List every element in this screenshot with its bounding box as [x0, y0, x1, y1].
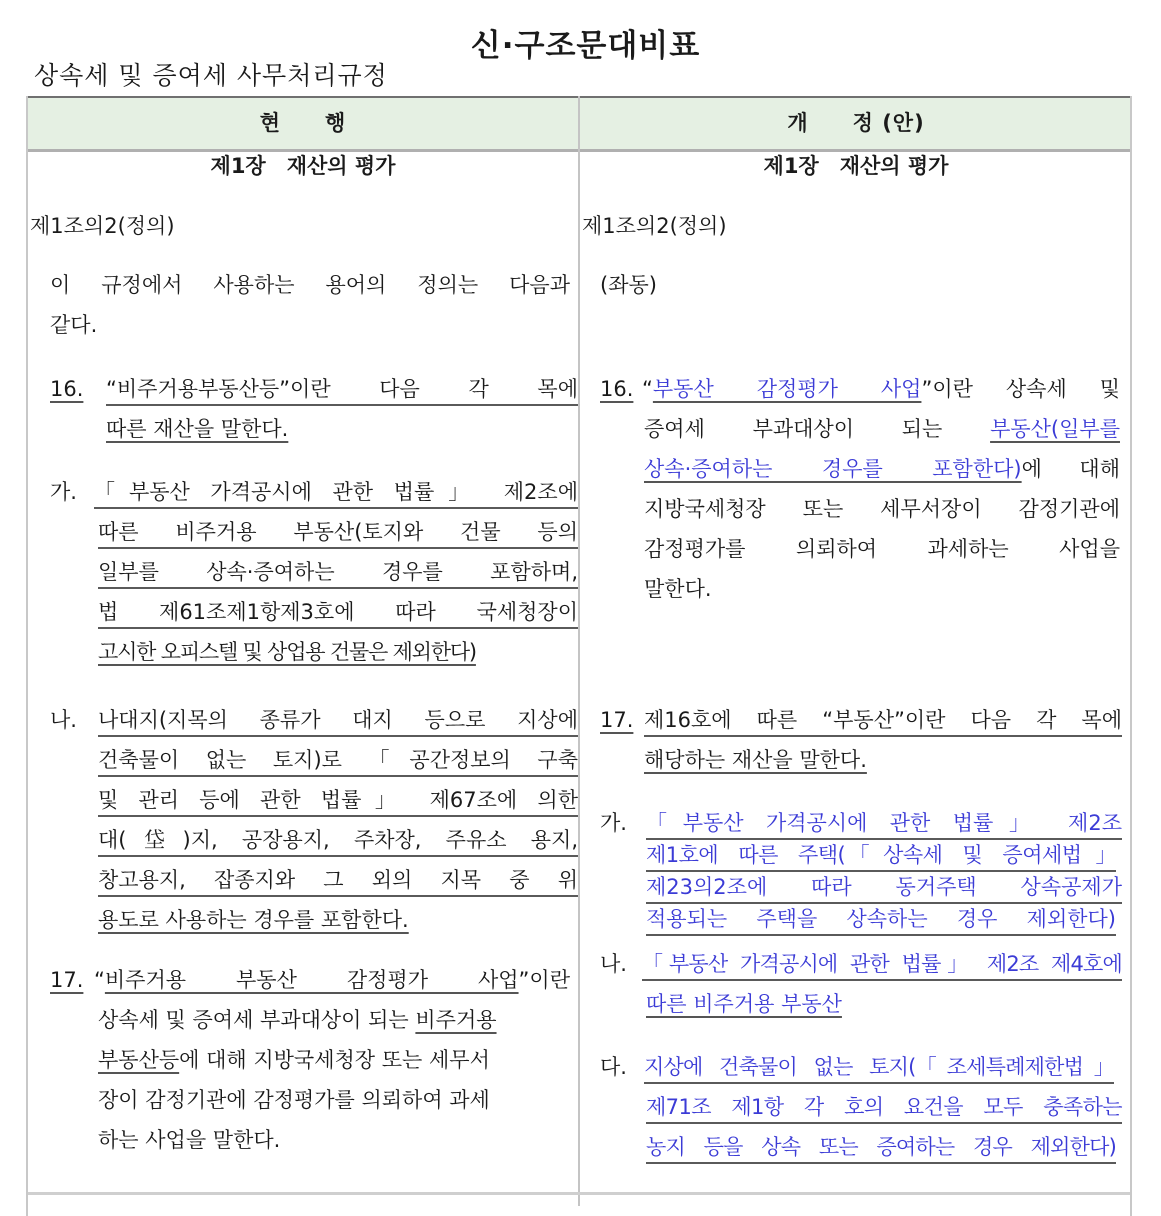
article-heading-current: 제1조의2(정의) [30, 214, 175, 238]
subitem-number: 나. [50, 708, 77, 732]
chapter-heading-current: 제1장 재산의 평가 [210, 154, 396, 178]
item-line: 하는 사업을 말한다. [98, 1128, 281, 1152]
subitem-line: 지상에 건축물이 없는 토지(「조세특례제한법」 [644, 1052, 1114, 1084]
header-current: 현 행 [259, 111, 347, 135]
subitem-line: 적용되는 주택을 상속하는 경우 제외한다) [646, 904, 1116, 936]
subitem-line: 일부를 상속·증여하는 경우를 포함하며, [98, 557, 578, 589]
item-number: 17. [50, 968, 84, 992]
item-line: 증여세 부과대상이 되는 부동산(일부를 [644, 417, 1120, 441]
subitem-number: 나. [600, 952, 627, 976]
subitem-line: 제23의2조에 따라 동거주택 상속공제가 [646, 872, 1122, 904]
column-divider [578, 96, 580, 1206]
document-title: 신·구조문대비표 [470, 28, 701, 64]
subitem-line: 및 관리 등에 관한 법률」 제67조에 의한 [98, 785, 578, 817]
subitem-line: 제1호에 따른 주택(「상속세 및 증여세법」 [646, 840, 1116, 872]
subitem-line: 고시한 오피스텔 및 상업용 건물은 제외한다) [98, 640, 476, 664]
item-line: “부동산 감정평가 사업”이란 상속세 및 [642, 377, 1120, 401]
item-line: 부동산등에 대해 지방국세청장 또는 세무서 [98, 1048, 490, 1072]
item-line: “비주거용 부동산 감정평가 사업”이란 [94, 968, 570, 992]
subitem-line: 법 제61조제1항제3호에 따라 국세청장이 [98, 597, 578, 629]
item-number: 16. [50, 377, 84, 401]
same-as-left-note: (좌동) [600, 273, 657, 297]
chapter-heading-proposed: 제1장 재산의 평가 [763, 154, 949, 178]
subitem-line: 건축물이 없는 토지)로 「공간정보의 구축 [98, 745, 578, 777]
subitem-line: 대(垈)지, 공장용지, 주차장, 주유소 용지, [98, 825, 578, 857]
item-line: 지방국세청장 또는 세무서장이 감정기관에 [644, 497, 1120, 521]
subitem-line: 나대지(지목의 종류가 대지 등으로 지상에 [98, 705, 578, 737]
subitem-line: 「부동산 가격공시에 관한 법률」 제2조 제4호에 [642, 949, 1122, 981]
subitem-line: 「부동산 가격공시에 관한 법률」 제2조 [646, 808, 1122, 840]
article-heading-proposed: 제1조의2(정의) [582, 214, 727, 238]
intro-line-1: 이 규정에서 사용하는 용어의 정의는 다음과 [50, 273, 570, 297]
subitem-line: 「부동산 가격공시에 관한 법률」 제2조에 [94, 477, 578, 509]
item-line: 따른 재산을 말한다. [106, 417, 289, 441]
comparison-table [26, 96, 1132, 1216]
item-line: 상속·증여하는 경우를 포함한다)에 대해 [644, 457, 1120, 481]
subitem-line: 용도로 사용하는 경우를 포함한다. [98, 908, 409, 932]
item-number: 16. [600, 377, 634, 401]
item-number: 17. [600, 708, 634, 732]
subitem-line: 제71조 제1항 각 호의 요건을 모두 충족하는 [646, 1092, 1122, 1124]
subitem-number: 다. [600, 1055, 627, 1079]
subitem-number: 가. [50, 480, 77, 504]
document-subtitle: 상속세 및 증여세 사무처리규정 [34, 61, 388, 90]
subitem-line: 농지 등을 상속 또는 증여하는 경우 제외한다) [646, 1132, 1116, 1164]
item-line: 말한다. [644, 577, 712, 601]
subitem-line: 따른 비주거용 부동산(토지와 건물 등의 [98, 517, 578, 549]
item-line: 해당하는 재산을 말한다. [644, 748, 867, 772]
subitem-line: 따른 비주거용 부동산 [646, 992, 842, 1016]
intro-line-2: 같다. [50, 313, 98, 337]
table-bottom-border [28, 1192, 1130, 1195]
item-line: 감정평가를 의뢰하여 과세하는 사업을 [644, 537, 1120, 561]
item-line: 장이 감정기관에 감정평가를 의뢰하여 과세 [98, 1088, 490, 1112]
header-proposed: 개 정 (안) [787, 111, 925, 135]
subitem-number: 가. [600, 811, 627, 835]
item-line: 제16호에 따른 “부동산”이란 다음 각 목에 [644, 705, 1122, 737]
item-line: 상속세 및 증여세 부과대상이 되는 비주거용 [98, 1008, 497, 1032]
subitem-line: 창고용지, 잡종지와 그 외의 지목 중 위 [98, 865, 578, 897]
item-line: “비주거용부동산등”이란 다음 각 목에 [106, 374, 578, 406]
